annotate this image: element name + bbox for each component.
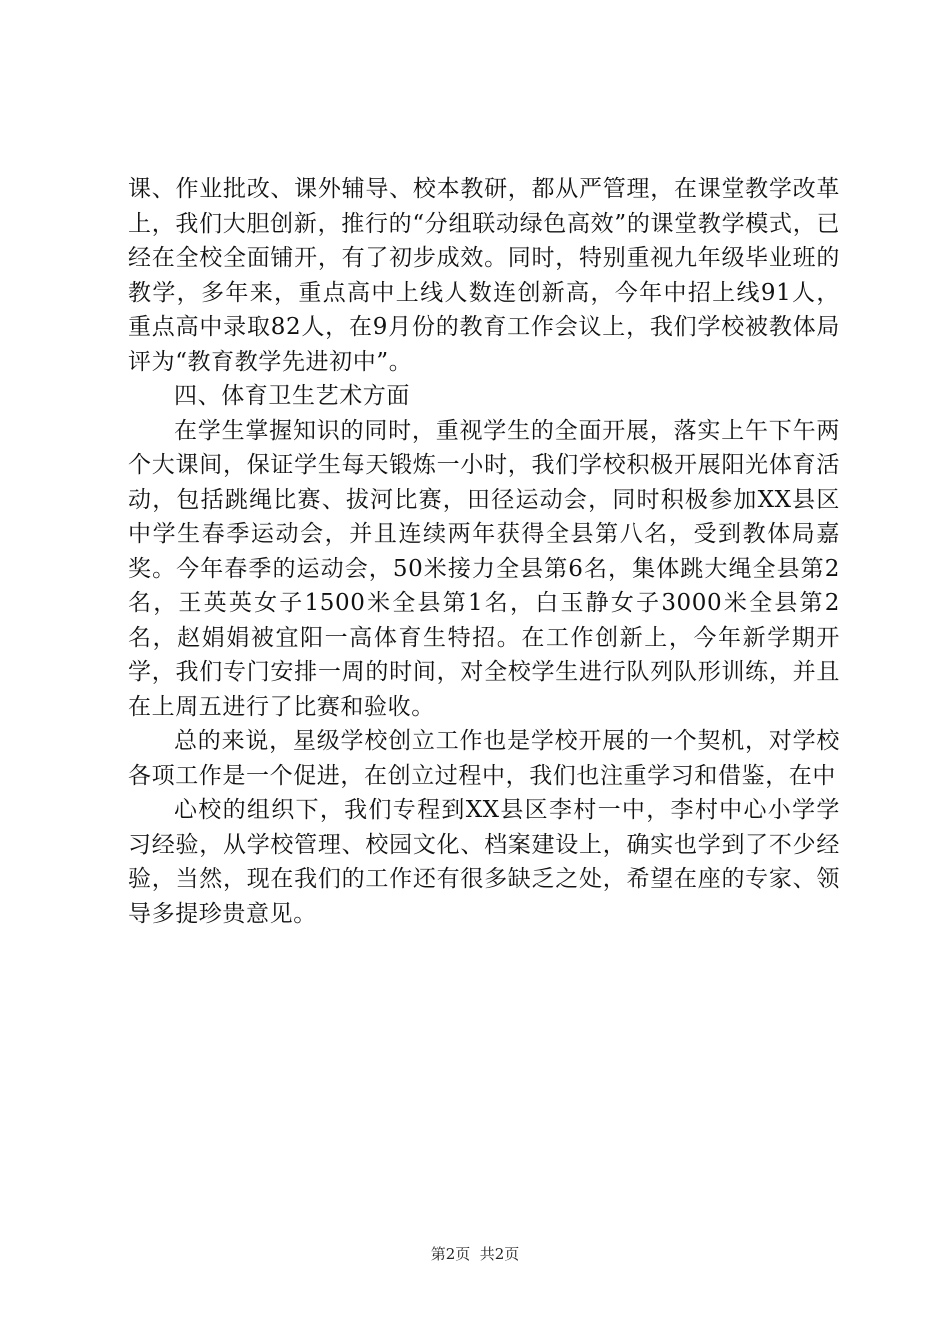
paragraph-summary: 总的来说，星级学校创立工作也是学校开展的一个契机，对学校各项工作是一个促进，在创立过程中，我们也注重学习和借鉴，在中 bbox=[128, 728, 840, 789]
paragraph-teaching: 课、作业批改、课外辅导、校本教研，都从严管理，在课堂教学改革上，我们大胆创新，推行的“分组联动绿色高效”的课堂教学模式，已经在全校全面铺开，有了初步成效。同时，特别重视九年级毕业班的教学，多年来，重点高中上线人数连创新高，今年中招上线91人，重点高中录取82人，在9月份的教育工作会议上，我们学校被教体局评为“教育教学先进初中”。 bbox=[128, 176, 840, 375]
paragraph-sports: 在学生掌握知识的同时，重视学生的全面开展，落实上午下午两个大课间，保证学生每天锻炼一小时，我们学校积极开展阳光体育活动，包括跳绳比赛、拔河比赛，田径运动会，同时积极参加XX县区中学生春季运动会，并且连续两年获得全县第八名，受到教体局嘉奖。今年春季的运动会，50米接力全县第6名，集体跳大绳全县第2名，王英英女子1500米全县第1名，白玉静女子3000米全县第2名，赵娟娟被宜阳一高体育生特招。在工作创新上，今年新学期开学，我们专门安排一周的时间，对全校学生进行队列队形训练，并且在上周五进行了比赛和验收。 bbox=[128, 417, 840, 720]
document-body bbox=[128, 172, 840, 931]
page-number-label: 第2页 共2页 bbox=[430, 1245, 520, 1263]
section-heading-sports-arts: 四、体育卫生艺术方面 bbox=[174, 383, 410, 409]
page-footer bbox=[0, 1244, 950, 1264]
paragraph-closing: 心校的组织下，我们专程到XX县区李村一中，李村中心小学学习经验，从学校管理、校园文化、档案建设上，确实也学到了不少经验，当然，现在我们的工作还有很多缺乏之处，希望在座的专家、领导多提珍贵意见。 bbox=[128, 797, 840, 927]
